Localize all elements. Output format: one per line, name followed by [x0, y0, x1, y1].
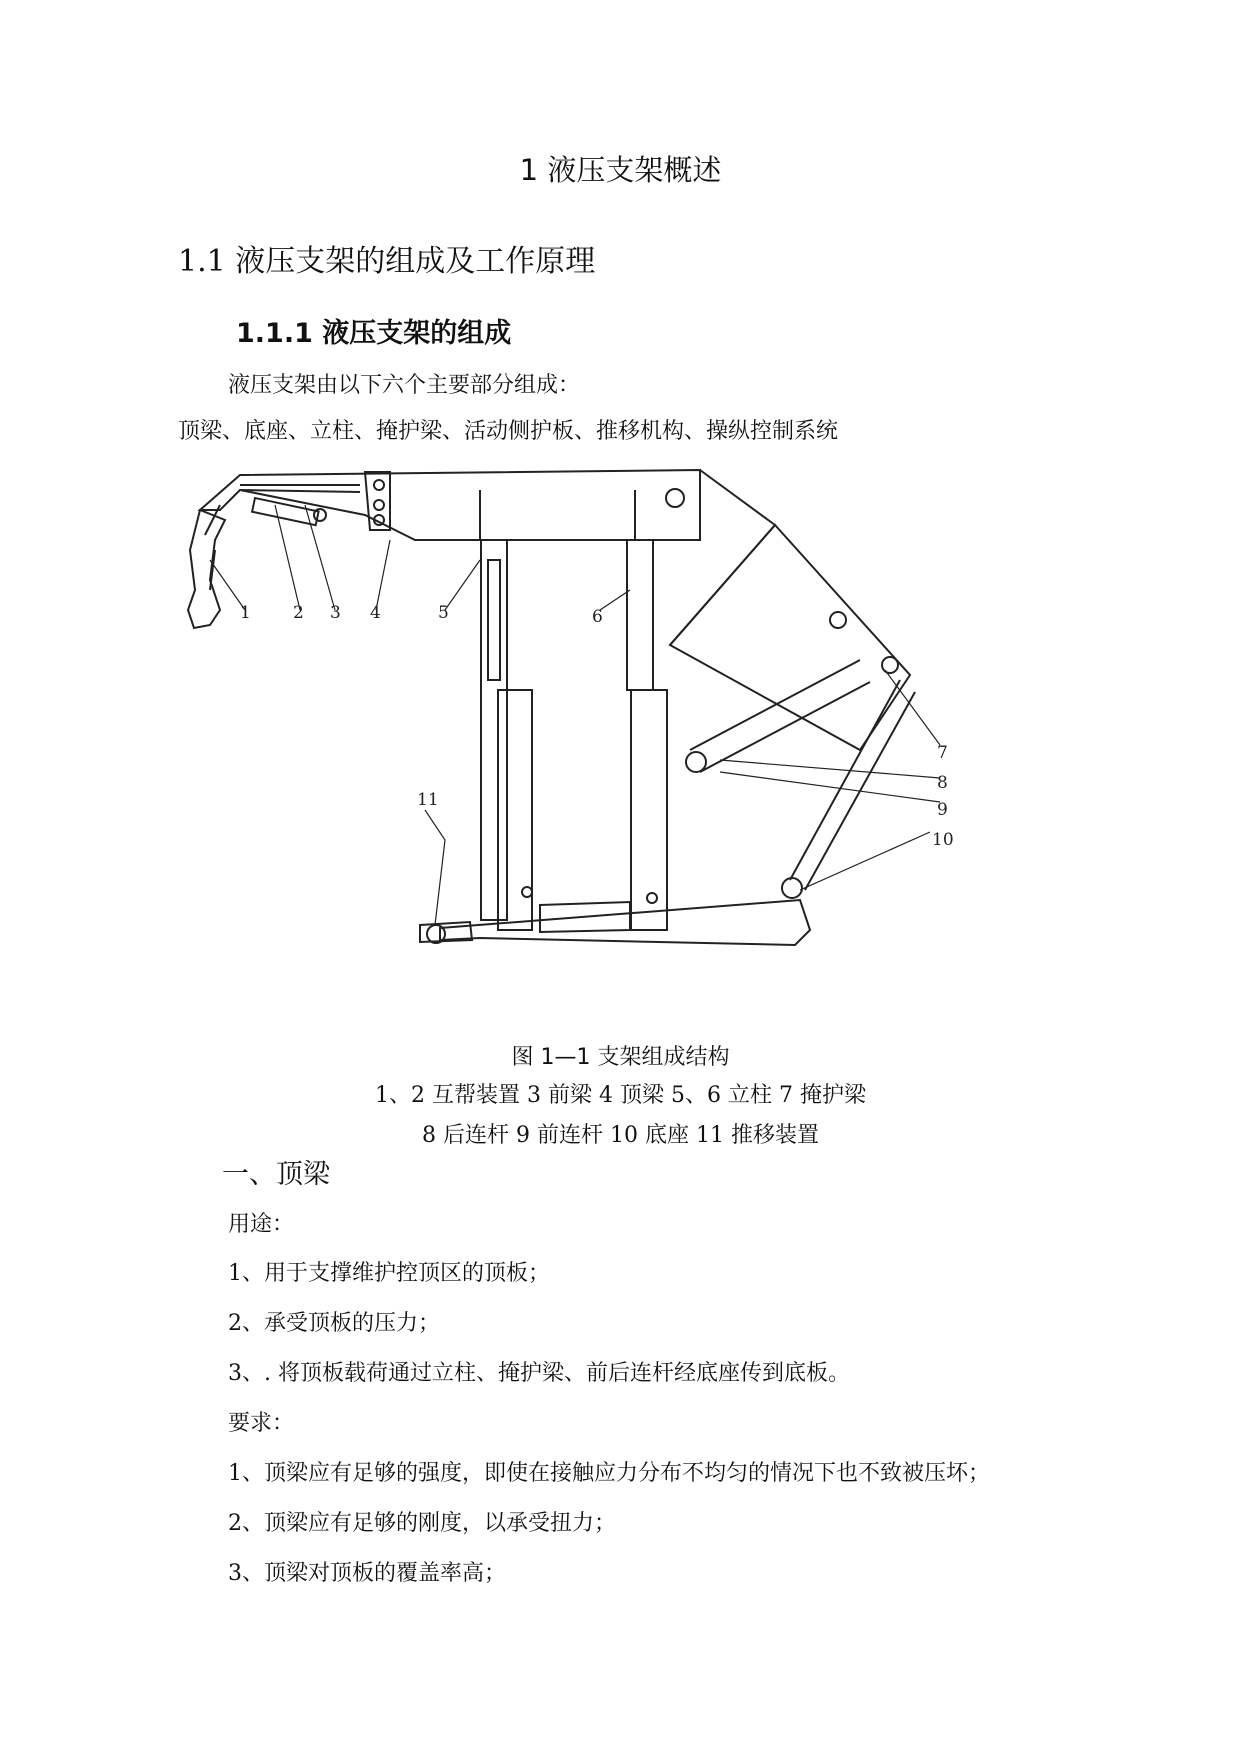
usage-item: 2、承受顶板的压力； [228, 1311, 440, 1336]
usage-item: 1、用于支撑维护控顶区的顶板； [228, 1261, 550, 1286]
support-structure-diagram [180, 460, 1100, 1015]
usage-heading: 用途： [228, 1212, 295, 1237]
section-one-heading: 一、顶梁 [222, 1159, 330, 1190]
requirement-item: 1、顶梁应有足够的强度，即使在接触应力分布不均匀的情况下也不致被压坏； [228, 1461, 990, 1486]
callout-label: 2 [293, 603, 304, 623]
parts-list: 顶梁、底座、立柱、掩护梁、活动侧护板、推移机构、操纵控制系统 [178, 419, 839, 444]
figure-caption: 图 1—1 支架组成结构 [511, 1045, 730, 1070]
subsection-heading: 1.1.1 液压支架的组成 [236, 318, 512, 349]
usage-item: 3、. 将顶板载荷通过立柱、掩护梁、前后连杆经底座传到底板。 [228, 1361, 850, 1386]
requirements-heading: 要求： [228, 1411, 295, 1436]
page-title: 1 液压支架概述 [519, 153, 722, 187]
support-structure-figure [180, 460, 1100, 1015]
callout-label: 1 [240, 603, 251, 623]
figure-legend-line-2: 8 后连杆 9 前连杆 10 底座 11 推移装置 [422, 1123, 819, 1148]
intro-paragraph: 液压支架由以下六个主要部分组成： [228, 373, 581, 398]
callout-label: 9 [937, 800, 948, 820]
figure-legend-line-1: 1、2 互帮装置 3 前梁 4 顶梁 5、6 立柱 7 掩护梁 [375, 1083, 866, 1108]
callout-label: 6 [592, 607, 603, 627]
requirement-item: 3、顶梁对顶板的覆盖率高； [228, 1561, 506, 1586]
section-heading: 1.1 液压支架的组成及工作原理 [178, 244, 596, 279]
callout-label: 11 [417, 790, 439, 810]
callout-label: 3 [330, 603, 341, 623]
callout-label: 5 [438, 603, 449, 623]
callout-label: 10 [932, 830, 954, 850]
callout-label: 4 [370, 603, 381, 623]
requirement-item: 2、顶梁应有足够的刚度，以承受扭力； [228, 1511, 616, 1536]
callout-label: 8 [937, 773, 948, 793]
callout-label: 7 [937, 743, 948, 763]
